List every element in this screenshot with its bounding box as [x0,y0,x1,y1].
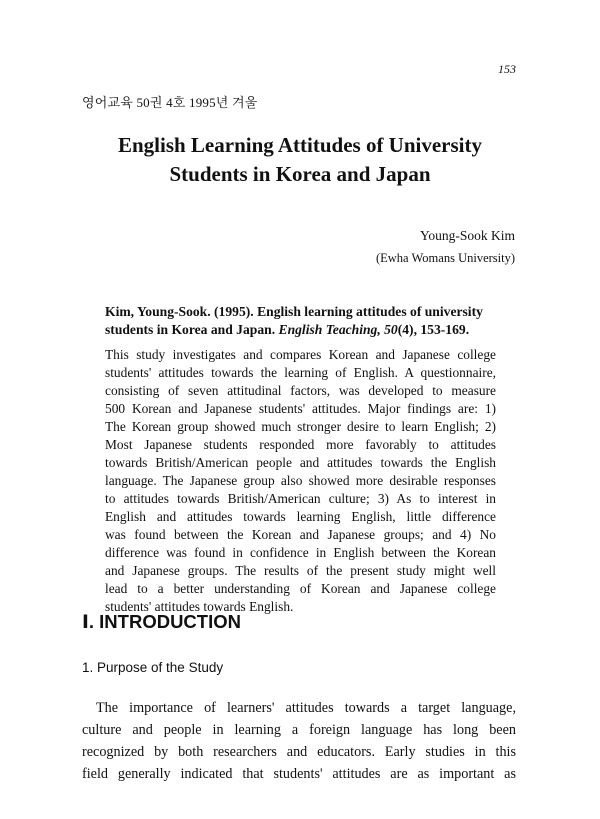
body-text [82,697,516,785]
abstract-line: consisting of seven attitudinal factors, was developed to measure [105,383,496,398]
abstract-line: difference was found in confidence in English between the Korean [105,545,496,560]
body-line: culture and people in learning a foreign language has long been [82,722,516,738]
abstract-line: This study investigates and compares Korean and Japanese college [105,347,496,362]
journal-info: 영어교육 50권 4호 1995년 겨울 [82,95,258,110]
body-line: field generally indicated that students' attitudes are as important as [82,766,516,782]
page-number: 153 [498,62,516,76]
body-line: recognized by both researchers and educators. Early studies in this [82,744,516,760]
abstract-line: English and attitudes towards learning English, little difference [105,509,496,524]
abstract-line: and Japanese groups. The results of the present study might well [105,563,496,578]
abstract-line: Most Japanese students responded more favorably to attitudes [105,437,496,452]
citation-tail: (4), 153-169. [397,322,470,337]
abstract-line: to attitudes towards British/American culture; 3) As to interest in [105,491,496,506]
section-heading: Ⅰ. INTRODUCTION [82,611,241,632]
abstract-line: students' attitudes towards the learning of English. A questionnaire, [105,365,496,380]
title-line: Students in Korea and Japan [169,162,431,186]
abstract-line: towards British/American people and attitudes towards the English [105,455,496,470]
author-affiliation: (Ewha Womans University) [375,251,515,265]
citation-journal: English Teaching, 50 [278,322,398,337]
body-line: The importance of learners' attitudes towards a target language, [96,700,516,716]
abstract [105,346,496,616]
abstract-line: was found between the Korean and Japanese groups; and 4) No [105,527,496,542]
title-line: English Learning Attitudes of University [117,133,483,157]
citation [105,303,505,339]
abstract-line: The Korean group showed much stronger desire to learn English; 2) [105,419,496,434]
subsection-heading: 1. Purpose of the Study [82,660,224,675]
paper-title [0,131,600,189]
abstract-line: students' attitudes towards English. [105,599,294,614]
abstract-line: 500 Korean and Japanese students' attitudes. Major findings are: 1) [105,401,496,416]
author-name: Young-Sook Kim [419,228,515,243]
abstract-line: language. The Japanese group also showed more desirable responses [105,473,496,488]
abstract-line: lead to a better understanding of Korean and Japanese college [105,581,496,596]
citation-text: Kim, Young-Sook. (1995). English learning attitudes of university students in Korea and Japan. [105,304,483,337]
